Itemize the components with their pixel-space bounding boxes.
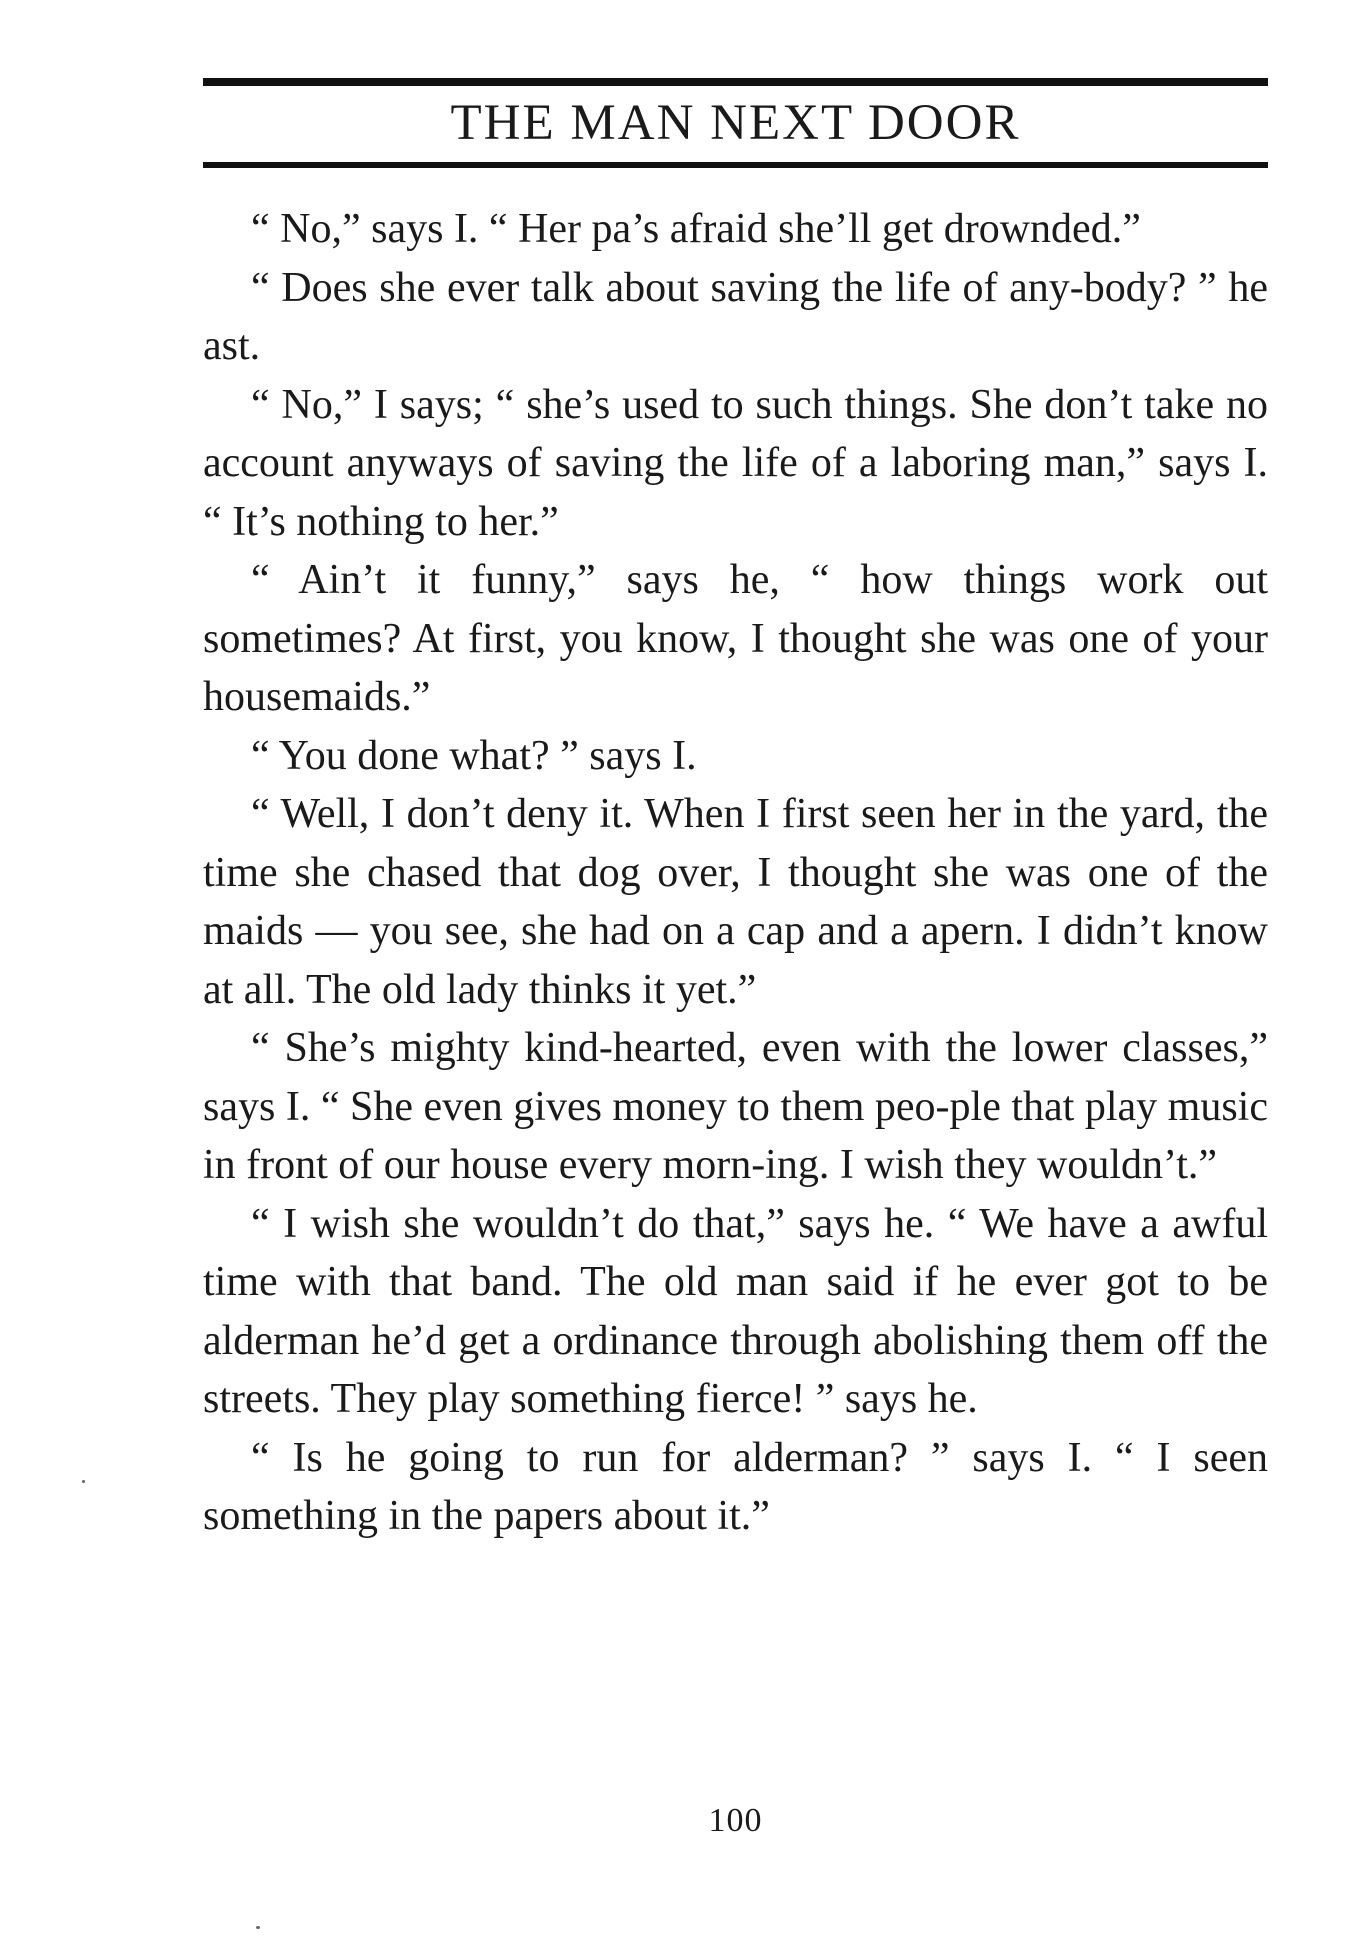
paper-speck bbox=[256, 1926, 260, 1929]
paragraph: “ You done what? ” says I. bbox=[251, 732, 697, 779]
paragraph: “ She’s mighty kind-hearted, even with the lower classes,” says I. “ She even gives money to them peo-ple that play music in front of our house every morn-ing. I wish they wouldn’t.” bbox=[203, 1025, 1268, 1188]
paragraph: “ Is he going to run for alderman? ” says I. “ I seen something in the papers about it.” bbox=[203, 1434, 1268, 1539]
body-text bbox=[203, 200, 1268, 1546]
header-bottom-rule bbox=[203, 162, 1268, 168]
header-top-rule bbox=[203, 78, 1268, 86]
paragraph: “ I wish she wouldn’t do that,” says he. “ We have a awful time with that band. The old man said if he ever got to be alderman he’d get a ordinance through abolishing them off the streets. They play something fierce! ” says he. bbox=[203, 1200, 1268, 1422]
running-title: THE MAN NEXT DOOR bbox=[450, 95, 1021, 151]
paper-speck bbox=[82, 1480, 85, 1483]
paragraph: “ No,” I says; “ she’s used to such things. She don’t take no account anyways of saving the life of a laboring man,” says I. “ It’s nothing to her.” bbox=[203, 381, 1268, 545]
paragraph: “ Ain’t it funny,” says he, “ how things work out sometimes? At first, you know, I thought she was one of your housemaids.” bbox=[203, 557, 1268, 720]
page-number: 100 bbox=[708, 1802, 763, 1839]
paragraph: “ Well, I don’t deny it. When I first seen her in the yard, the time she chased that dog over, I thought she was one of the maids — you see, she had on a cap and a apern. I didn’t know at all. The old lady thinks it yet.” bbox=[203, 791, 1268, 1013]
paragraph: “ No,” says I. “ Her pa’s afraid she’ll get drownded.” bbox=[251, 206, 1141, 252]
paragraph: “ Does she ever talk about saving the life of any-body? ” he ast. bbox=[203, 264, 1268, 369]
